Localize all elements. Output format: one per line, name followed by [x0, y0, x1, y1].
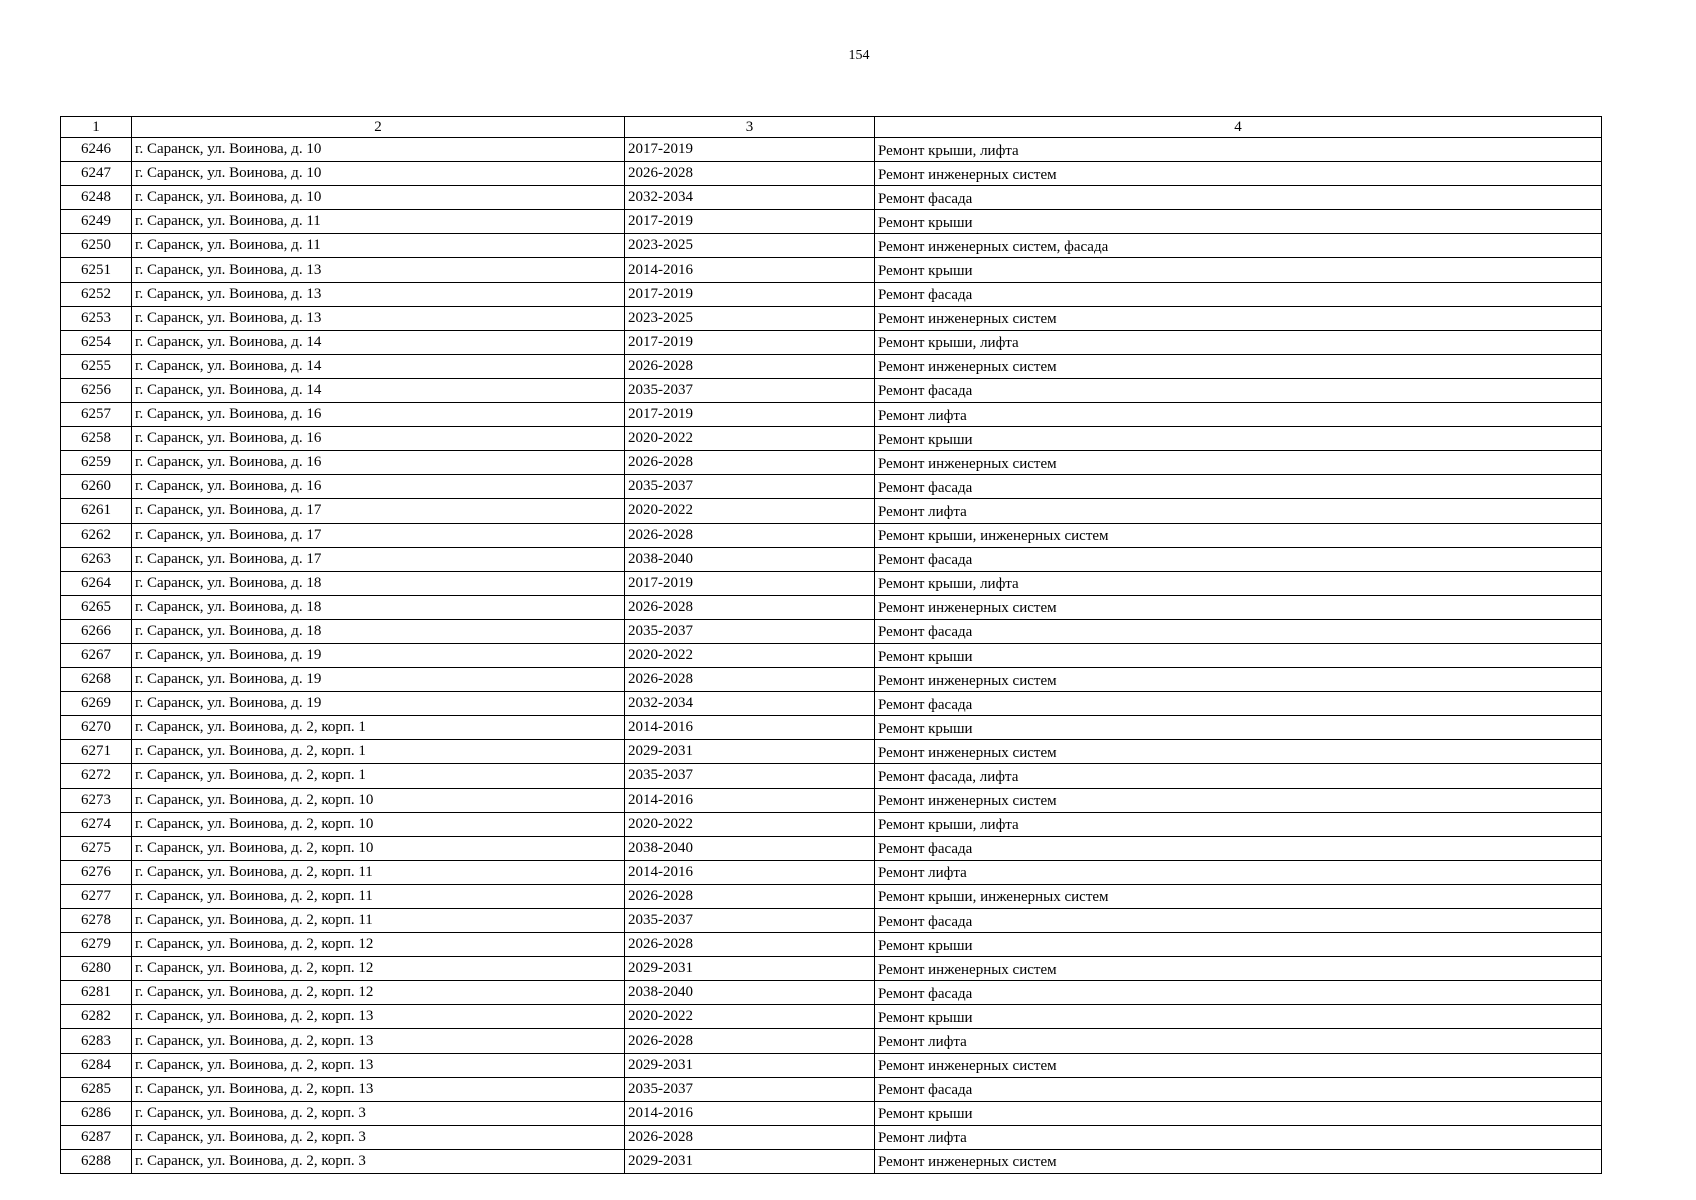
- table-row: [61, 258, 1602, 282]
- address-cell: г. Саранск, ул. Воинова, д. 10: [132, 138, 625, 162]
- work-type-cell: Ремонт инженерных систем: [875, 668, 1602, 692]
- work-type-cell: Ремонт крыши, лифта: [875, 571, 1602, 595]
- column-header-2: 2: [132, 117, 625, 138]
- work-type-cell: Ремонт крыши: [875, 210, 1602, 234]
- row-number: 6251: [61, 258, 132, 282]
- address-cell: г. Саранск, ул. Воинова, д. 11: [132, 234, 625, 258]
- table-row: [61, 475, 1602, 499]
- work-type-cell: Ремонт фасада: [875, 1077, 1602, 1101]
- table-row: [61, 836, 1602, 860]
- period-cell: 2020-2022: [625, 812, 875, 836]
- period-cell: 2035-2037: [625, 619, 875, 643]
- table-row: [61, 1101, 1602, 1125]
- work-type-cell: Ремонт инженерных систем, фасада: [875, 234, 1602, 258]
- address-cell: г. Саранск, ул. Воинова, д. 14: [132, 354, 625, 378]
- table-row: [61, 595, 1602, 619]
- table-row: [61, 162, 1602, 186]
- address-cell: г. Саранск, ул. Воинова, д. 19: [132, 643, 625, 667]
- row-number: 6267: [61, 643, 132, 667]
- period-cell: 2038-2040: [625, 836, 875, 860]
- address-cell: г. Саранск, ул. Воинова, д. 2, корп. 12: [132, 957, 625, 981]
- period-cell: 2020-2022: [625, 643, 875, 667]
- row-number: 6274: [61, 812, 132, 836]
- address-cell: г. Саранск, ул. Воинова, д. 17: [132, 499, 625, 523]
- table-row: [61, 933, 1602, 957]
- address-cell: г. Саранск, ул. Воинова, д. 16: [132, 403, 625, 427]
- work-type-cell: Ремонт фасада: [875, 692, 1602, 716]
- column-header-4: 4: [875, 117, 1602, 138]
- work-type-cell: Ремонт крыши: [875, 1101, 1602, 1125]
- work-type-cell: Ремонт фасада: [875, 836, 1602, 860]
- work-type-cell: Ремонт лифта: [875, 1029, 1602, 1053]
- table-row: [61, 234, 1602, 258]
- address-cell: г. Саранск, ул. Воинова, д. 13: [132, 258, 625, 282]
- period-cell: 2032-2034: [625, 186, 875, 210]
- work-type-cell: Ремонт инженерных систем: [875, 788, 1602, 812]
- row-number: 6249: [61, 210, 132, 234]
- table-row: [61, 1029, 1602, 1053]
- row-number: 6255: [61, 354, 132, 378]
- row-number: 6258: [61, 427, 132, 451]
- work-type-cell: Ремонт инженерных систем: [875, 1053, 1602, 1077]
- work-type-cell: Ремонт инженерных систем: [875, 1149, 1602, 1173]
- work-type-cell: Ремонт инженерных систем: [875, 306, 1602, 330]
- address-cell: г. Саранск, ул. Воинова, д. 19: [132, 692, 625, 716]
- table-row: [61, 306, 1602, 330]
- period-cell: 2014-2016: [625, 788, 875, 812]
- work-type-cell: Ремонт крыши, лифта: [875, 330, 1602, 354]
- address-cell: г. Саранск, ул. Воинова, д. 13: [132, 306, 625, 330]
- table-row: [61, 451, 1602, 475]
- period-cell: 2014-2016: [625, 1101, 875, 1125]
- address-cell: г. Саранск, ул. Воинова, д. 2, корп. 10: [132, 812, 625, 836]
- period-cell: 2026-2028: [625, 595, 875, 619]
- row-number: 6260: [61, 475, 132, 499]
- table-row: [61, 716, 1602, 740]
- row-number: 6257: [61, 403, 132, 427]
- address-cell: г. Саранск, ул. Воинова, д. 14: [132, 378, 625, 402]
- row-number: 6269: [61, 692, 132, 716]
- address-cell: г. Саранск, ул. Воинова, д. 17: [132, 547, 625, 571]
- work-type-cell: Ремонт крыши: [875, 427, 1602, 451]
- address-cell: г. Саранск, ул. Воинова, д. 18: [132, 571, 625, 595]
- row-number: 6284: [61, 1053, 132, 1077]
- address-cell: г. Саранск, ул. Воинова, д. 2, корп. 10: [132, 836, 625, 860]
- address-cell: г. Саранск, ул. Воинова, д. 10: [132, 186, 625, 210]
- period-cell: 2026-2028: [625, 884, 875, 908]
- address-cell: г. Саранск, ул. Воинова, д. 2, корп. 1: [132, 740, 625, 764]
- work-type-cell: Ремонт крыши: [875, 933, 1602, 957]
- table-row: [61, 427, 1602, 451]
- row-number: 6270: [61, 716, 132, 740]
- table-row: [61, 1149, 1602, 1173]
- work-type-cell: Ремонт крыши: [875, 258, 1602, 282]
- row-number: 6247: [61, 162, 132, 186]
- work-type-cell: Ремонт фасада: [875, 186, 1602, 210]
- table-row: [61, 138, 1602, 162]
- row-number: 6259: [61, 451, 132, 475]
- address-cell: г. Саранск, ул. Воинова, д. 2, корп. 11: [132, 909, 625, 933]
- row-number: 6276: [61, 860, 132, 884]
- period-cell: 2035-2037: [625, 475, 875, 499]
- work-type-cell: Ремонт инженерных систем: [875, 595, 1602, 619]
- work-type-cell: Ремонт крыши, инженерных систем: [875, 884, 1602, 908]
- address-cell: г. Саранск, ул. Воинова, д. 2, корп. 3: [132, 1149, 625, 1173]
- address-cell: г. Саранск, ул. Воинова, д. 2, корп. 10: [132, 788, 625, 812]
- row-number: 6264: [61, 571, 132, 595]
- period-cell: 2026-2028: [625, 162, 875, 186]
- table-row: [61, 378, 1602, 402]
- row-number: 6265: [61, 595, 132, 619]
- period-cell: 2020-2022: [625, 427, 875, 451]
- work-type-cell: Ремонт фасада: [875, 475, 1602, 499]
- address-cell: г. Саранск, ул. Воинова, д. 2, корп. 13: [132, 1077, 625, 1101]
- period-cell: 2026-2028: [625, 523, 875, 547]
- row-number: 6263: [61, 547, 132, 571]
- table-row: [61, 330, 1602, 354]
- address-cell: г. Саранск, ул. Воинова, д. 2, корп. 13: [132, 1053, 625, 1077]
- row-number: 6261: [61, 499, 132, 523]
- address-cell: г. Саранск, ул. Воинова, д. 2, корп. 13: [132, 1029, 625, 1053]
- work-type-cell: Ремонт крыши, инженерных систем: [875, 523, 1602, 547]
- work-type-cell: Ремонт фасада: [875, 909, 1602, 933]
- period-cell: 2017-2019: [625, 282, 875, 306]
- table-row: [61, 909, 1602, 933]
- period-cell: 2032-2034: [625, 692, 875, 716]
- address-cell: г. Саранск, ул. Воинова, д. 16: [132, 475, 625, 499]
- period-cell: 2020-2022: [625, 1005, 875, 1029]
- address-cell: г. Саранск, ул. Воинова, д. 2, корп. 1: [132, 716, 625, 740]
- table-row: [61, 547, 1602, 571]
- address-cell: г. Саранск, ул. Воинова, д. 17: [132, 523, 625, 547]
- period-cell: 2017-2019: [625, 571, 875, 595]
- row-number: 6287: [61, 1125, 132, 1149]
- work-type-cell: Ремонт крыши: [875, 643, 1602, 667]
- work-type-cell: Ремонт крыши: [875, 1005, 1602, 1029]
- row-number: 6281: [61, 981, 132, 1005]
- address-cell: г. Саранск, ул. Воинова, д. 2, корп. 12: [132, 981, 625, 1005]
- row-number: 6288: [61, 1149, 132, 1173]
- row-number: 6279: [61, 933, 132, 957]
- row-number: 6252: [61, 282, 132, 306]
- address-cell: г. Саранск, ул. Воинова, д. 13: [132, 282, 625, 306]
- work-type-cell: Ремонт крыши, лифта: [875, 138, 1602, 162]
- period-cell: 2035-2037: [625, 909, 875, 933]
- period-cell: 2026-2028: [625, 933, 875, 957]
- table-row: [61, 692, 1602, 716]
- period-cell: 2038-2040: [625, 547, 875, 571]
- table-row: [61, 860, 1602, 884]
- period-cell: 2014-2016: [625, 716, 875, 740]
- row-number: 6254: [61, 330, 132, 354]
- period-cell: 2029-2031: [625, 1149, 875, 1173]
- row-number: 6246: [61, 138, 132, 162]
- table-row: [61, 186, 1602, 210]
- table-row: [61, 1053, 1602, 1077]
- table-row: [61, 210, 1602, 234]
- address-cell: г. Саранск, ул. Воинова, д. 2, корп. 3: [132, 1101, 625, 1125]
- address-cell: г. Саранск, ул. Воинова, д. 2, корп. 13: [132, 1005, 625, 1029]
- work-type-cell: Ремонт крыши: [875, 716, 1602, 740]
- period-cell: 2038-2040: [625, 981, 875, 1005]
- address-cell: г. Саранск, ул. Воинова, д. 18: [132, 619, 625, 643]
- table-row: [61, 884, 1602, 908]
- column-header-1: 1: [61, 117, 132, 138]
- address-cell: г. Саранск, ул. Воинова, д. 2, корп. 1: [132, 764, 625, 788]
- table-row: [61, 523, 1602, 547]
- table-row: [61, 403, 1602, 427]
- work-type-cell: Ремонт крыши, лифта: [875, 812, 1602, 836]
- period-cell: 2014-2016: [625, 860, 875, 884]
- table-row: [61, 764, 1602, 788]
- table-row: [61, 1077, 1602, 1101]
- work-type-cell: Ремонт инженерных систем: [875, 162, 1602, 186]
- period-cell: 2026-2028: [625, 668, 875, 692]
- address-cell: г. Саранск, ул. Воинова, д. 10: [132, 162, 625, 186]
- table-row: [61, 282, 1602, 306]
- table-row: [61, 981, 1602, 1005]
- page-number: 154: [848, 48, 870, 63]
- table-row: [61, 354, 1602, 378]
- row-number: 6253: [61, 306, 132, 330]
- row-number: 6248: [61, 186, 132, 210]
- work-type-cell: Ремонт инженерных систем: [875, 957, 1602, 981]
- column-header-3: 3: [625, 117, 875, 138]
- work-type-cell: Ремонт инженерных систем: [875, 740, 1602, 764]
- work-type-cell: Ремонт фасада, лифта: [875, 764, 1602, 788]
- row-number: 6277: [61, 884, 132, 908]
- period-cell: 2035-2037: [625, 1077, 875, 1101]
- period-cell: 2017-2019: [625, 138, 875, 162]
- table-row: [61, 619, 1602, 643]
- table-row: [61, 1125, 1602, 1149]
- address-cell: г. Саранск, ул. Воинова, д. 2, корп. 3: [132, 1125, 625, 1149]
- row-number: 6275: [61, 836, 132, 860]
- address-cell: г. Саранск, ул. Воинова, д. 2, корп. 11: [132, 884, 625, 908]
- row-number: 6271: [61, 740, 132, 764]
- table-row: [61, 499, 1602, 523]
- period-cell: 2020-2022: [625, 499, 875, 523]
- row-number: 6273: [61, 788, 132, 812]
- period-cell: 2026-2028: [625, 354, 875, 378]
- table-row: [61, 571, 1602, 595]
- address-cell: г. Саранск, ул. Воинова, д. 19: [132, 668, 625, 692]
- work-type-cell: Ремонт лифта: [875, 499, 1602, 523]
- row-number: 6262: [61, 523, 132, 547]
- table-row: [61, 740, 1602, 764]
- work-type-cell: Ремонт фасада: [875, 282, 1602, 306]
- repair-schedule-table: [60, 116, 1602, 1174]
- period-cell: 2026-2028: [625, 451, 875, 475]
- work-type-cell: Ремонт инженерных систем: [875, 451, 1602, 475]
- work-type-cell: Ремонт инженерных систем: [875, 354, 1602, 378]
- row-number: 6282: [61, 1005, 132, 1029]
- table-body: [61, 138, 1602, 1174]
- work-type-cell: Ремонт фасада: [875, 547, 1602, 571]
- period-cell: 2017-2019: [625, 403, 875, 427]
- period-cell: 2017-2019: [625, 330, 875, 354]
- period-cell: 2023-2025: [625, 306, 875, 330]
- address-cell: г. Саранск, ул. Воинова, д. 11: [132, 210, 625, 234]
- period-cell: 2035-2037: [625, 378, 875, 402]
- address-cell: г. Саранск, ул. Воинова, д. 14: [132, 330, 625, 354]
- table-row: [61, 788, 1602, 812]
- row-number: 6280: [61, 957, 132, 981]
- address-cell: г. Саранск, ул. Воинова, д. 16: [132, 451, 625, 475]
- table-row: [61, 812, 1602, 836]
- table-row: [61, 643, 1602, 667]
- address-cell: г. Саранск, ул. Воинова, д. 18: [132, 595, 625, 619]
- work-type-cell: Ремонт лифта: [875, 860, 1602, 884]
- period-cell: 2023-2025: [625, 234, 875, 258]
- table-row: [61, 668, 1602, 692]
- address-cell: г. Саранск, ул. Воинова, д. 2, корп. 11: [132, 860, 625, 884]
- row-number: 6266: [61, 619, 132, 643]
- period-cell: 2029-2031: [625, 957, 875, 981]
- row-number: 6285: [61, 1077, 132, 1101]
- period-cell: 2014-2016: [625, 258, 875, 282]
- period-cell: 2029-2031: [625, 740, 875, 764]
- work-type-cell: Ремонт фасада: [875, 378, 1602, 402]
- row-number: 6268: [61, 668, 132, 692]
- address-cell: г. Саранск, ул. Воинова, д. 16: [132, 427, 625, 451]
- period-cell: 2029-2031: [625, 1053, 875, 1077]
- row-number: 6256: [61, 378, 132, 402]
- period-cell: 2017-2019: [625, 210, 875, 234]
- table-header-row: [61, 117, 1602, 138]
- period-cell: 2026-2028: [625, 1029, 875, 1053]
- work-type-cell: Ремонт фасада: [875, 981, 1602, 1005]
- table-row: [61, 1005, 1602, 1029]
- period-cell: 2035-2037: [625, 764, 875, 788]
- address-cell: г. Саранск, ул. Воинова, д. 2, корп. 12: [132, 933, 625, 957]
- row-number: 6272: [61, 764, 132, 788]
- period-cell: 2026-2028: [625, 1125, 875, 1149]
- work-type-cell: Ремонт фасада: [875, 619, 1602, 643]
- row-number: 6250: [61, 234, 132, 258]
- row-number: 6283: [61, 1029, 132, 1053]
- work-type-cell: Ремонт лифта: [875, 403, 1602, 427]
- table-row: [61, 957, 1602, 981]
- row-number: 6286: [61, 1101, 132, 1125]
- work-type-cell: Ремонт лифта: [875, 1125, 1602, 1149]
- row-number: 6278: [61, 909, 132, 933]
